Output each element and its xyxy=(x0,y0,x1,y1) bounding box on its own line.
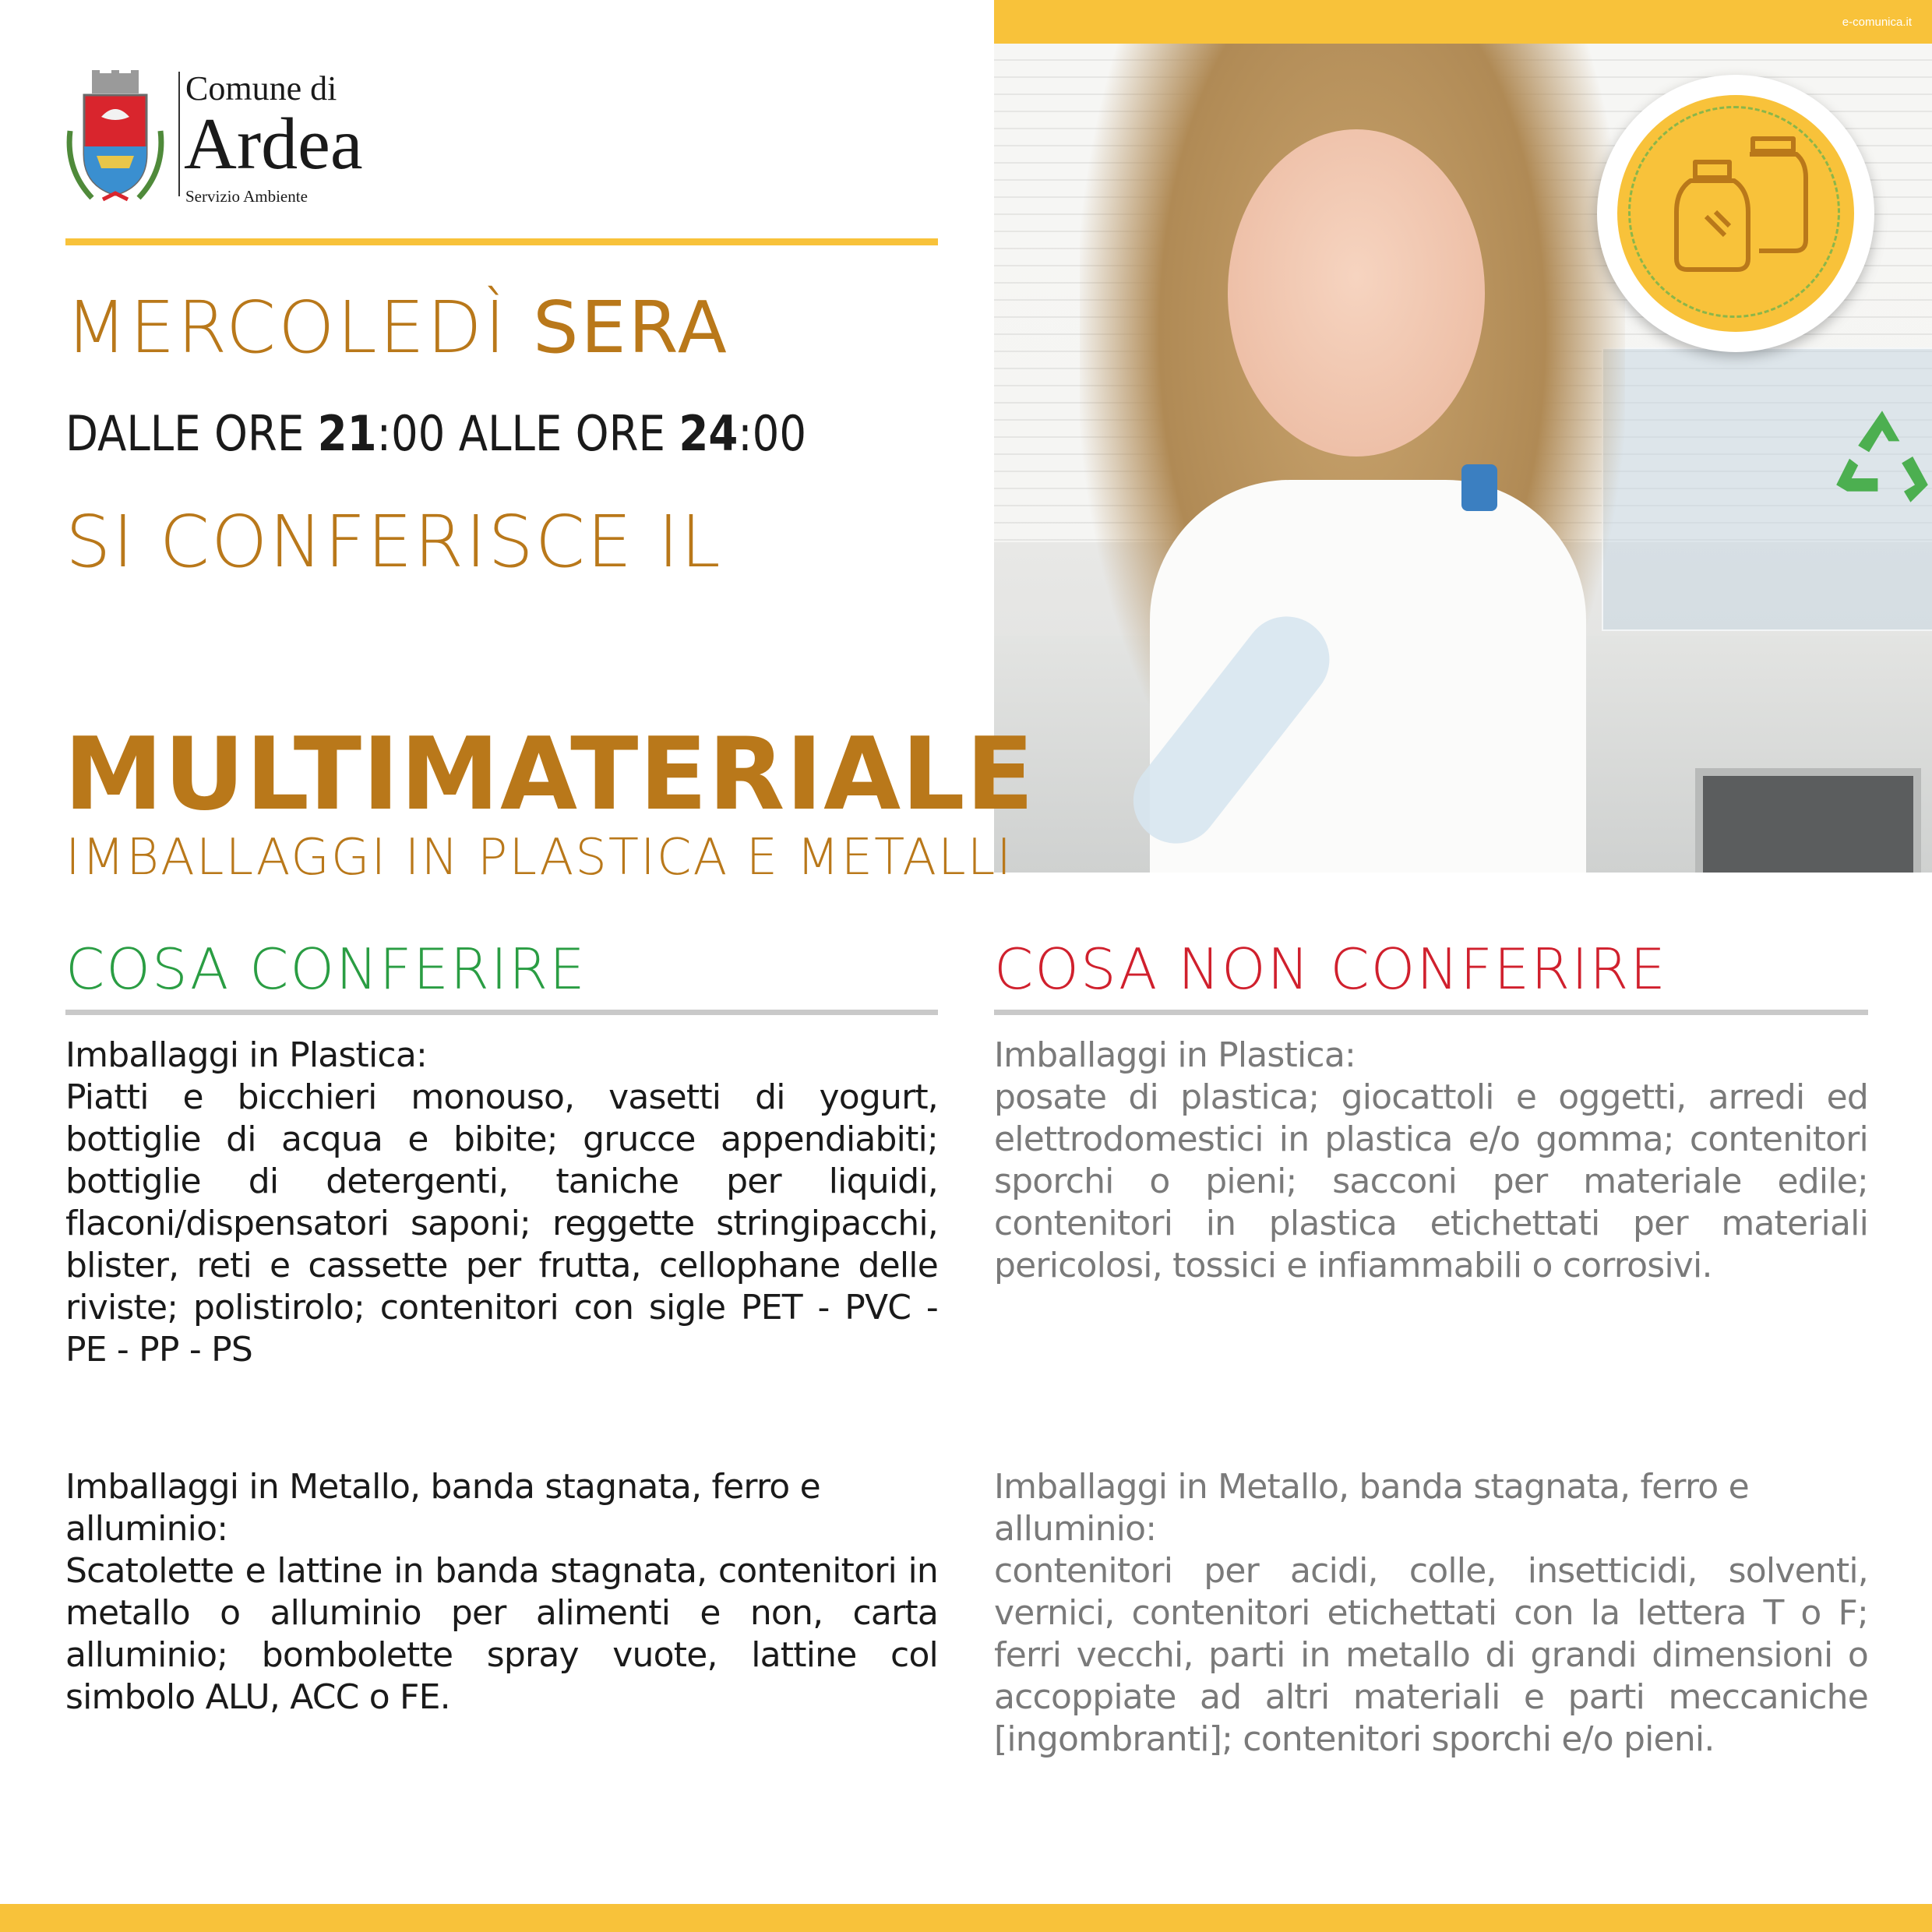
hours-prefix: DALLE ORE xyxy=(65,405,318,462)
logo-divider xyxy=(178,72,180,196)
not-allowed-plastic-block xyxy=(994,1035,1868,1287)
day-name: MERCOLEDÌ xyxy=(65,286,508,369)
material-title: MULTIMATERIALE xyxy=(64,717,1035,833)
allowed-plastic-heading: Imballaggi in Plastica: xyxy=(65,1035,428,1075)
logo-ardea: Ardea xyxy=(184,104,363,185)
allowed-title: COSA CONFERIRE xyxy=(65,936,587,1002)
not-allowed-metal-heading: Imballaggi in Metallo, banda stagnata, ferro e alluminio: xyxy=(994,1467,1749,1549)
not-allowed-metal-text: contenitori per acidi, colle, insetticidi, solventi, vernici, contenitori etichettati con la lettera T o F; ferri vecchi, parti in metallo di grandi dimensioni o accoppiate ad altri materiali e parti meccaniche [ingombranti]; contenitori sporchi e/o pieni. xyxy=(994,1551,1868,1759)
bottom-accent-bar xyxy=(0,1904,1932,1932)
logo-comune-di: Comune di xyxy=(185,69,337,108)
collection-day xyxy=(65,288,729,367)
collection-hours xyxy=(65,405,806,462)
allowed-metal-block xyxy=(65,1466,938,1719)
credit-text: e-comunica.it xyxy=(1842,16,1912,29)
hour-end: 24 xyxy=(679,405,739,462)
hour-start: 21 xyxy=(317,405,377,462)
not-allowed-divider xyxy=(994,1010,1868,1015)
allowed-divider xyxy=(65,1010,938,1015)
bottle-cap xyxy=(1461,464,1497,511)
not-allowed-plastic-heading: Imballaggi in Plastica: xyxy=(994,1035,1356,1075)
header-divider xyxy=(65,238,938,245)
logo-servizio-ambiente: Servizio Ambiente xyxy=(185,187,308,206)
not-allowed-plastic-text: posate di plastica; giocattoli e oggetti, arredi ed elettrodomestici in plastica e/o gomma; contenitori sporchi o pieni; sacconi per materiale edile; contenitori in plastica etichettati per materiali pericolosi, tossici e infiammabili o corrosivi. xyxy=(994,1077,1868,1285)
day-period: SERA xyxy=(533,286,729,369)
recycle-icon xyxy=(1828,402,1932,511)
material-sticker xyxy=(1597,75,1874,352)
top-accent-bar xyxy=(994,0,1932,44)
plastic-containers-icon xyxy=(1672,131,1812,287)
municipal-crest-icon xyxy=(62,69,168,209)
allowed-metal-text: Scatolette e lattine in banda stagnata, contenitori in metallo o alluminio per alimenti e non, carta alluminio; bombolette spray vuote, lattine col simbolo ALU, ACC o FE. xyxy=(65,1551,938,1717)
material-subtitle: IMBALLAGGI IN PLASTICA E METALLI xyxy=(65,829,1014,887)
hour-start-min: :00 ALLE ORE xyxy=(376,405,679,462)
oven-window xyxy=(1695,768,1921,873)
allowed-plastic-text: Piatti e bicchieri monouso, vasetti di yogurt, bottiglie di acqua e bibite; grucce appendiabiti; bottiglie di detergenti, taniche per liquidi, flaconi/dispensatori saponi; reggette stringipacchi, blister, reti e cassette per frutta, cellophane delle riviste; polistirolo; contenitori con sigle PET - PVC - PE - PP - PS xyxy=(65,1077,938,1370)
not-allowed-title: COSA NON CONFERIRE xyxy=(994,936,1667,1002)
allowed-metal-heading: Imballaggi in Metallo, banda stagnata, ferro e alluminio: xyxy=(65,1467,820,1549)
collection-intro: SI CONFERISCE IL xyxy=(65,500,722,583)
allowed-plastic-block xyxy=(65,1035,938,1371)
hour-end-min: :00 xyxy=(738,405,807,462)
girl-face xyxy=(1228,129,1485,457)
not-allowed-metal-block xyxy=(994,1466,1868,1761)
